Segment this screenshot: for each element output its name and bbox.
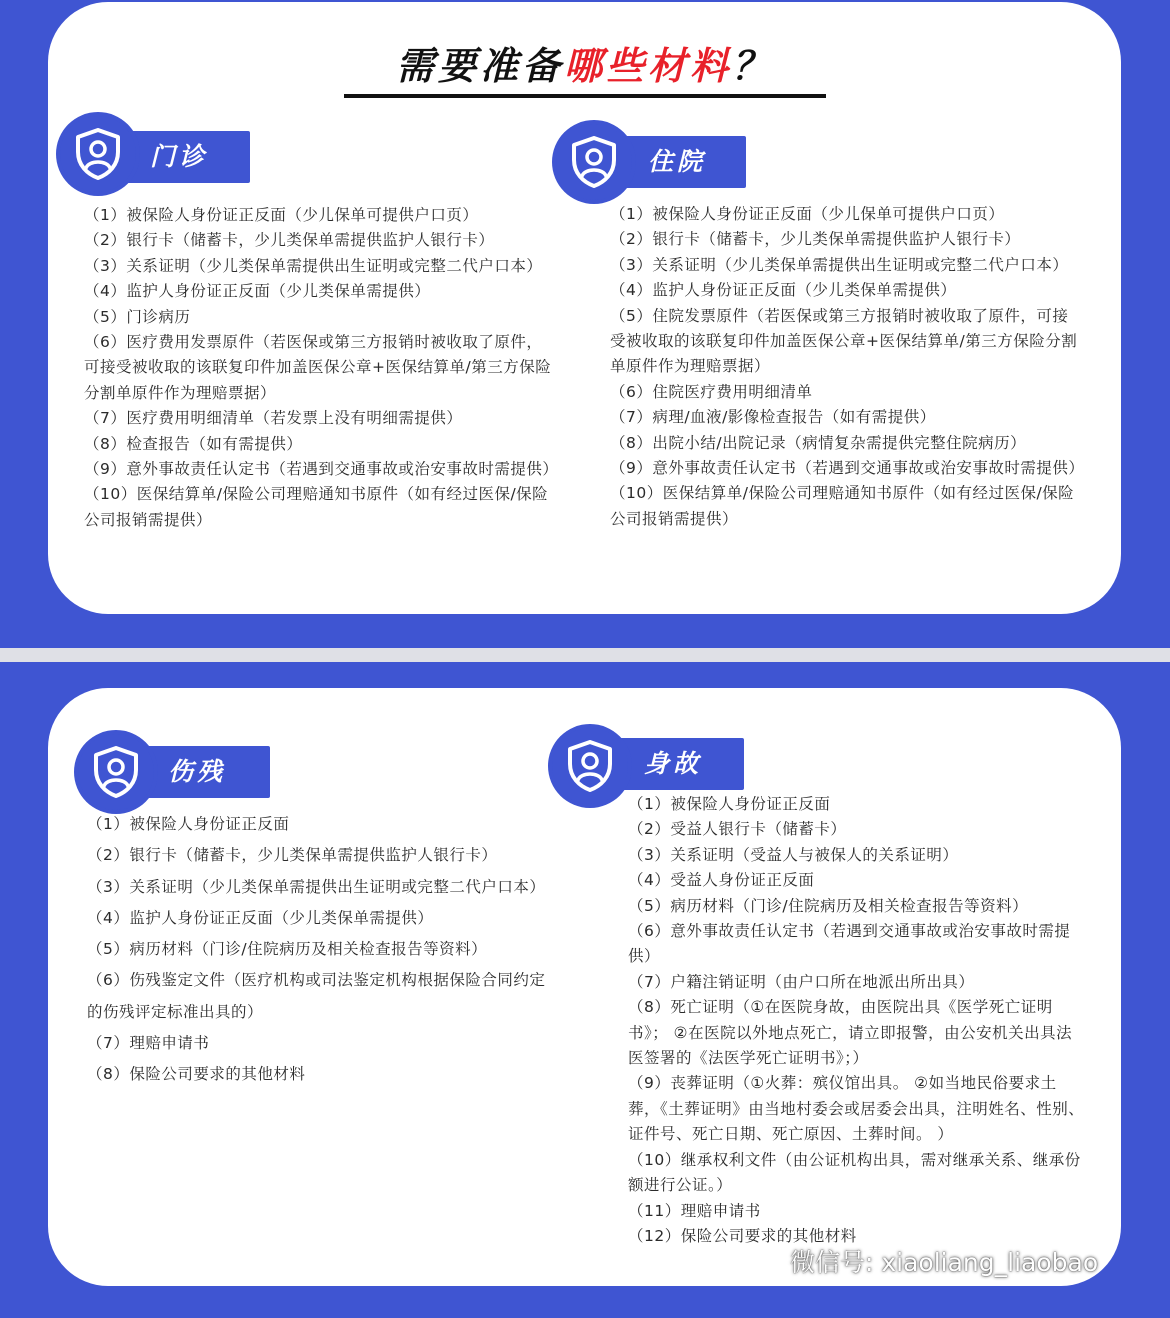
shield-user-icon bbox=[556, 124, 632, 200]
list-item: （6）意外事故责任认定书（若遇到交通事故或治安事故时需提供） bbox=[628, 922, 1071, 966]
list-item: （1）被保险人身份证正反面（少儿保单可提供户口页） bbox=[610, 205, 1005, 223]
inpatient-list bbox=[610, 202, 1085, 532]
section-title: 住院 bbox=[648, 147, 707, 176]
list-item: （1）被保险人身份证正反面 bbox=[87, 815, 290, 833]
list-item: （9）意外事故责任认定书（若遇到交通事故或治安事故时需提供） bbox=[610, 459, 1085, 478]
list-item: （8）出院小结/出院记录（病情复杂需提供完整住院病历） bbox=[610, 433, 1027, 452]
list-item: （2）受益人银行卡（储蓄卡） bbox=[628, 820, 847, 839]
shield-user-icon bbox=[78, 734, 154, 810]
list-item: （6）伤残鉴定文件（医疗机构或司法鉴定机构根据保险合同约定的伤残评定标准出具的） bbox=[87, 971, 546, 1021]
list-item: （5）病历材料（门诊/住院病历及相关检查报告等资料） bbox=[628, 896, 1029, 915]
divider bbox=[0, 648, 1170, 662]
list-item: （10）医保结算单/保险公司理赔通知书原件（如有经过医保/保险公司报销需提供） bbox=[84, 485, 549, 529]
list-item: （3）关系证明（受益人与被保人的关系证明） bbox=[628, 845, 959, 864]
list-item: （5）病历材料（门诊/住院病历及相关检查报告等资料） bbox=[87, 940, 488, 959]
list-item: （8）死亡证明（①在医院身故，由医院出具《医学死亡证明书》； ②在医院以外地点死亡，请立即报警，由公安机关出具法医签署的《法医学死亡证明书》；） bbox=[628, 998, 1073, 1068]
list-item: （2）银行卡（储蓄卡，少儿类保单需提供监护人银行卡） bbox=[84, 231, 495, 250]
shield-user-icon bbox=[552, 728, 628, 804]
title-underline bbox=[344, 94, 826, 98]
shield-user-icon bbox=[60, 116, 136, 192]
section-title: 门诊 bbox=[150, 142, 209, 171]
list-item: （5）住院发票原件（若医保或第三方报销时被收取了原件，可接受被收取的该联复印件加盖医保公章+医保结算单/第三方保险分割单原件作为理赔票据） bbox=[610, 306, 1078, 376]
page-title bbox=[340, 38, 830, 98]
outpatient-list bbox=[84, 203, 559, 533]
list-item: （11）理赔申请书 bbox=[628, 1201, 761, 1220]
list-item: （8）保险公司要求的其他材料 bbox=[87, 1065, 306, 1084]
list-item: （8）检查报告（如有需提供） bbox=[84, 434, 303, 453]
title-part-red: 哪些材料 bbox=[563, 44, 732, 88]
list-item: （9）丧葬证明（①火葬：殡仪馆出具。 ②如当地民俗要求土葬，《土葬证明》由当地村委会或居委会出具，注明姓名、性别、证件号、死亡日期、死亡原因、土葬时间。 ） bbox=[628, 1074, 1085, 1144]
list-item: （2）银行卡（储蓄卡，少儿类保单需提供监护人银行卡） bbox=[610, 230, 1021, 249]
watermark-text bbox=[790, 1246, 1098, 1280]
list-item: （9）意外事故责任认定书（若遇到交通事故或治安事故时需提供） bbox=[84, 460, 559, 479]
list-item: （3）关系证明（少儿类保单需提供出生证明或完整二代户口本） bbox=[84, 256, 543, 275]
list-item: （10）继承权利文件（由公证机构出具，需对继承关系、继承份额进行公证。） bbox=[628, 1150, 1081, 1195]
list-item: （2）银行卡（储蓄卡，少儿类保单需提供监护人银行卡） bbox=[87, 846, 498, 865]
title-part-black: 需要准备 bbox=[395, 44, 564, 88]
death-list bbox=[628, 792, 1086, 1249]
list-item: （7）病理/血液/影像检查报告（如有需提供） bbox=[610, 408, 936, 427]
list-item: （7）医疗费用明细清单（若发票上没有明细需提供） bbox=[84, 409, 463, 428]
list-item: （7）理赔申请书 bbox=[87, 1034, 210, 1053]
list-item: （4）受益人身份证正反面 bbox=[628, 871, 815, 890]
section-title: 伤残 bbox=[168, 757, 227, 786]
list-item: （12）保险公司要求的其他材料 bbox=[628, 1226, 857, 1245]
list-item: （1）被保险人身份证正反面 bbox=[628, 795, 831, 813]
list-item: （4）监护人身份证正反面（少儿类保单需提供） bbox=[610, 281, 957, 300]
section-title: 身故 bbox=[644, 749, 703, 778]
disability-list bbox=[87, 809, 549, 1091]
list-item: （1）被保险人身份证正反面（少儿保单可提供户口页） bbox=[84, 206, 479, 224]
list-item: （4）监护人身份证正反面（少儿类保单需提供） bbox=[87, 908, 434, 927]
list-item: （10）医保结算单/保险公司理赔通知书原件（如有经过医保/保险公司报销需提供） bbox=[610, 484, 1075, 528]
list-item: （3）关系证明（少儿类保单需提供出生证明或完整二代户口本） bbox=[87, 877, 546, 896]
list-item: （4）监护人身份证正反面（少儿类保单需提供） bbox=[84, 282, 431, 301]
list-item: （5）门诊病历 bbox=[84, 307, 191, 326]
list-item: （6）住院医疗费用明细清单 bbox=[610, 382, 813, 401]
list-item: （3）关系证明（少儿类保单需提供出生证明或完整二代户口本） bbox=[610, 255, 1069, 274]
list-item: （6）医疗费用发票原件（若医保或第三方报销时被收取了原件，可接受被收取的该联复印件加盖医保公章+医保结算单/第三方保险分割单原件作为理赔票据） bbox=[84, 333, 552, 402]
title-question-mark: ？ bbox=[732, 44, 775, 88]
watermark-label: 微信号: xiaoliang_liaobao bbox=[790, 1248, 1099, 1277]
wechat-icon bbox=[732, 1246, 782, 1282]
list-item: （7）户籍注销证明（由户口所在地派出所出具） bbox=[628, 972, 975, 991]
